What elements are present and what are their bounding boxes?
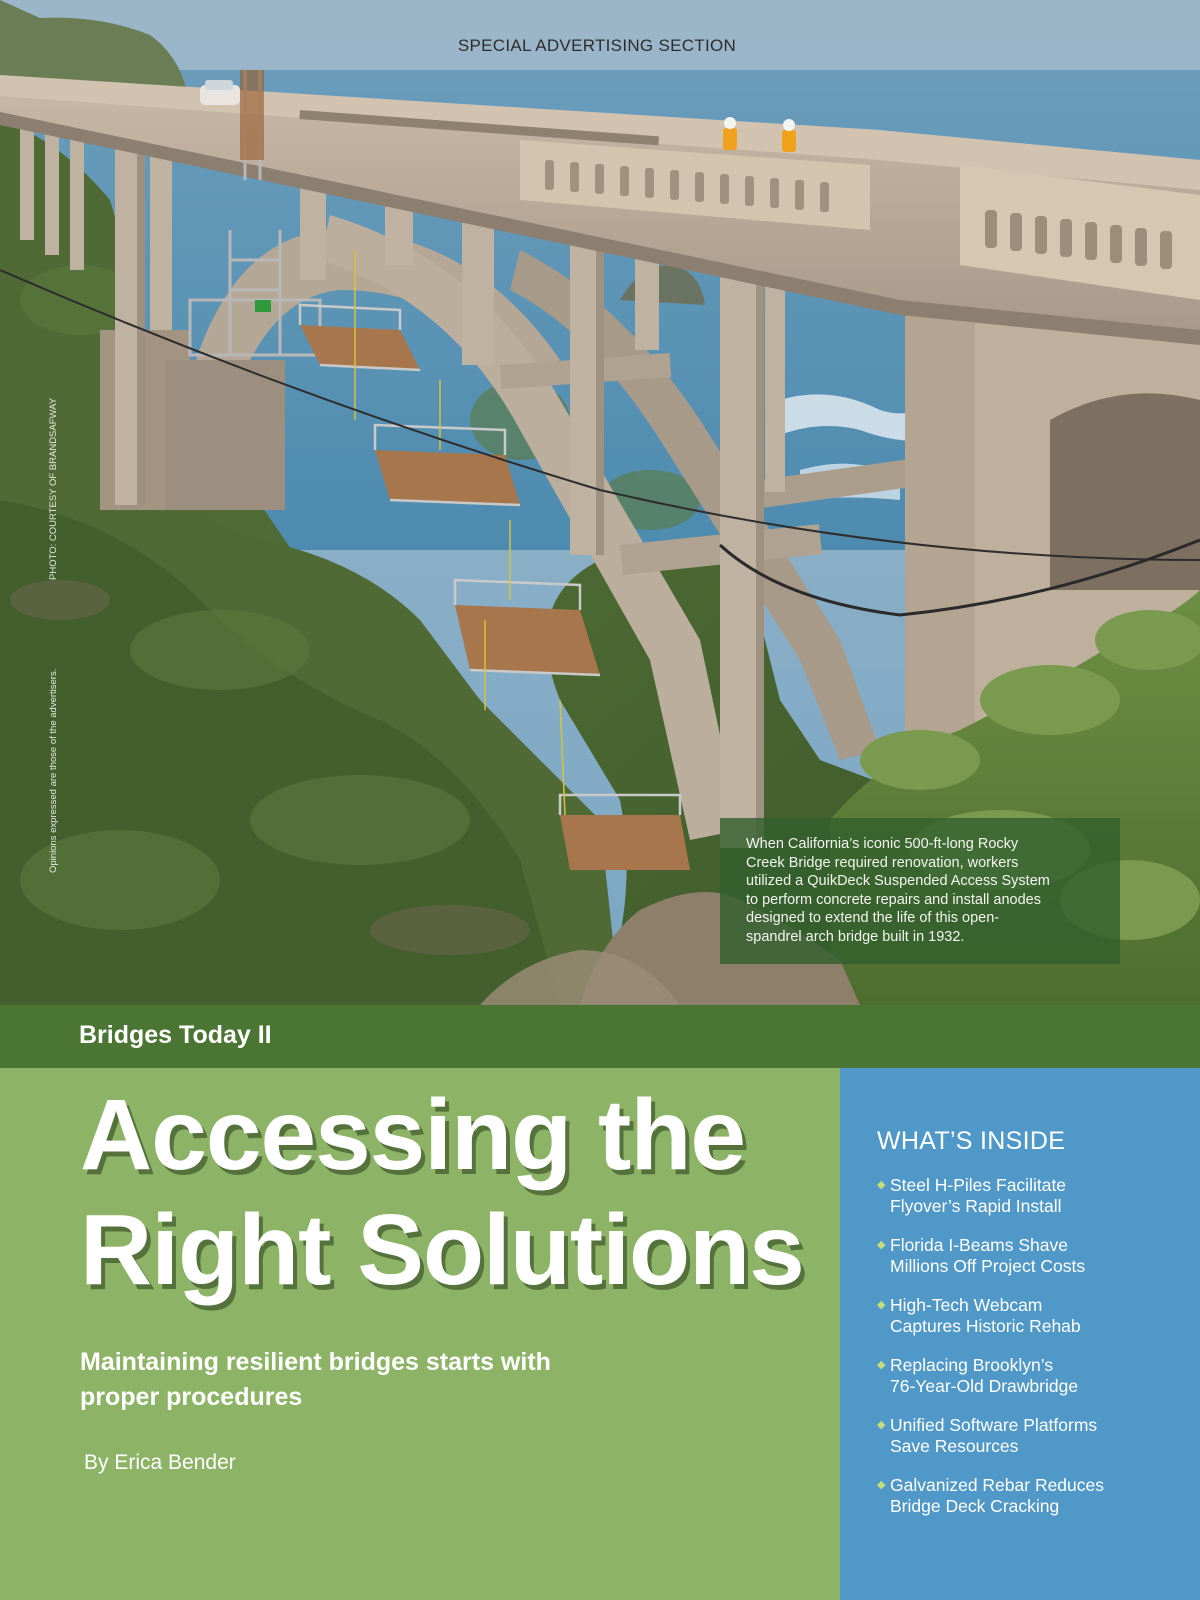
advertiser-disclaimer: Opinions expressed are those of the advertisers. bbox=[48, 668, 59, 873]
article-subtitle bbox=[80, 1345, 640, 1415]
diamond-bullet-icon: ◆ bbox=[877, 1359, 886, 1371]
contents-item-line: High-Tech Webcam bbox=[890, 1295, 1043, 1315]
contents-item-line: Captures Historic Rehab bbox=[890, 1315, 1081, 1336]
caption-line: utilized a QuikDeck Suspended Access System bbox=[746, 873, 1050, 890]
advertising-section-label: SPECIAL ADVERTISING SECTION bbox=[457, 36, 737, 55]
contents-item-line: Florida I-Beams Shave bbox=[890, 1235, 1068, 1255]
title-line: Accessing the bbox=[80, 1079, 746, 1191]
diamond-bullet-icon: ◆ bbox=[877, 1419, 886, 1431]
title-line: Right Solutions bbox=[80, 1194, 804, 1306]
contents-item[interactable] bbox=[877, 1415, 1177, 1475]
caption-line: to perform concrete repairs and install anodes bbox=[746, 891, 1041, 908]
contents-item-line: Flyover’s Rapid Install bbox=[890, 1195, 1062, 1216]
caption-line: spandrel arch bridge built in 1932. bbox=[746, 928, 965, 945]
contents-item-line: Replacing Brooklyn’s bbox=[890, 1355, 1054, 1375]
caption-line: When California’s iconic 500-ft-long Rocky bbox=[746, 836, 1019, 852]
contents-item[interactable] bbox=[877, 1355, 1177, 1415]
photo-caption bbox=[720, 818, 1120, 964]
caption-line: Creek Bridge required renovation, workers bbox=[746, 854, 1019, 871]
contents-item-line: Save Resources bbox=[890, 1435, 1019, 1456]
contents-item-line: Galvanized Rebar Reduces bbox=[890, 1475, 1105, 1495]
article-title bbox=[80, 1078, 804, 1308]
contents-item-line: Unified Software Platforms bbox=[890, 1415, 1098, 1435]
byline: By Erica Bender bbox=[84, 1451, 236, 1474]
diamond-bullet-icon: ◆ bbox=[877, 1299, 886, 1311]
contents-item[interactable] bbox=[877, 1175, 1177, 1235]
sidebar-heading: WHAT’S INSIDE bbox=[877, 1127, 1066, 1155]
contents-item-line: Millions Off Project Costs bbox=[890, 1255, 1086, 1276]
contents-item-line: Bridge Deck Cracking bbox=[890, 1495, 1060, 1516]
contents-item[interactable] bbox=[877, 1295, 1177, 1355]
contents-item-line: 76-Year-Old Drawbridge bbox=[890, 1375, 1079, 1396]
diamond-bullet-icon: ◆ bbox=[877, 1479, 886, 1491]
contents-item-line: Steel H-Piles Facilitate bbox=[890, 1175, 1067, 1195]
subtitle-line: proper procedures bbox=[80, 1383, 303, 1411]
contents-item[interactable] bbox=[877, 1235, 1177, 1295]
section-label: Bridges Today II bbox=[79, 1021, 272, 1049]
photo-credit: PHOTO: COURTESY OF BRANDSAFWAY bbox=[48, 397, 59, 580]
diamond-bullet-icon: ◆ bbox=[877, 1179, 886, 1191]
diamond-bullet-icon: ◆ bbox=[877, 1239, 886, 1251]
subtitle-line: Maintaining resilient bridges starts with bbox=[80, 1348, 551, 1376]
contents-list bbox=[877, 1175, 1177, 1535]
contents-item[interactable] bbox=[877, 1475, 1177, 1535]
caption-line: designed to extend the life of this open- bbox=[746, 910, 1000, 927]
